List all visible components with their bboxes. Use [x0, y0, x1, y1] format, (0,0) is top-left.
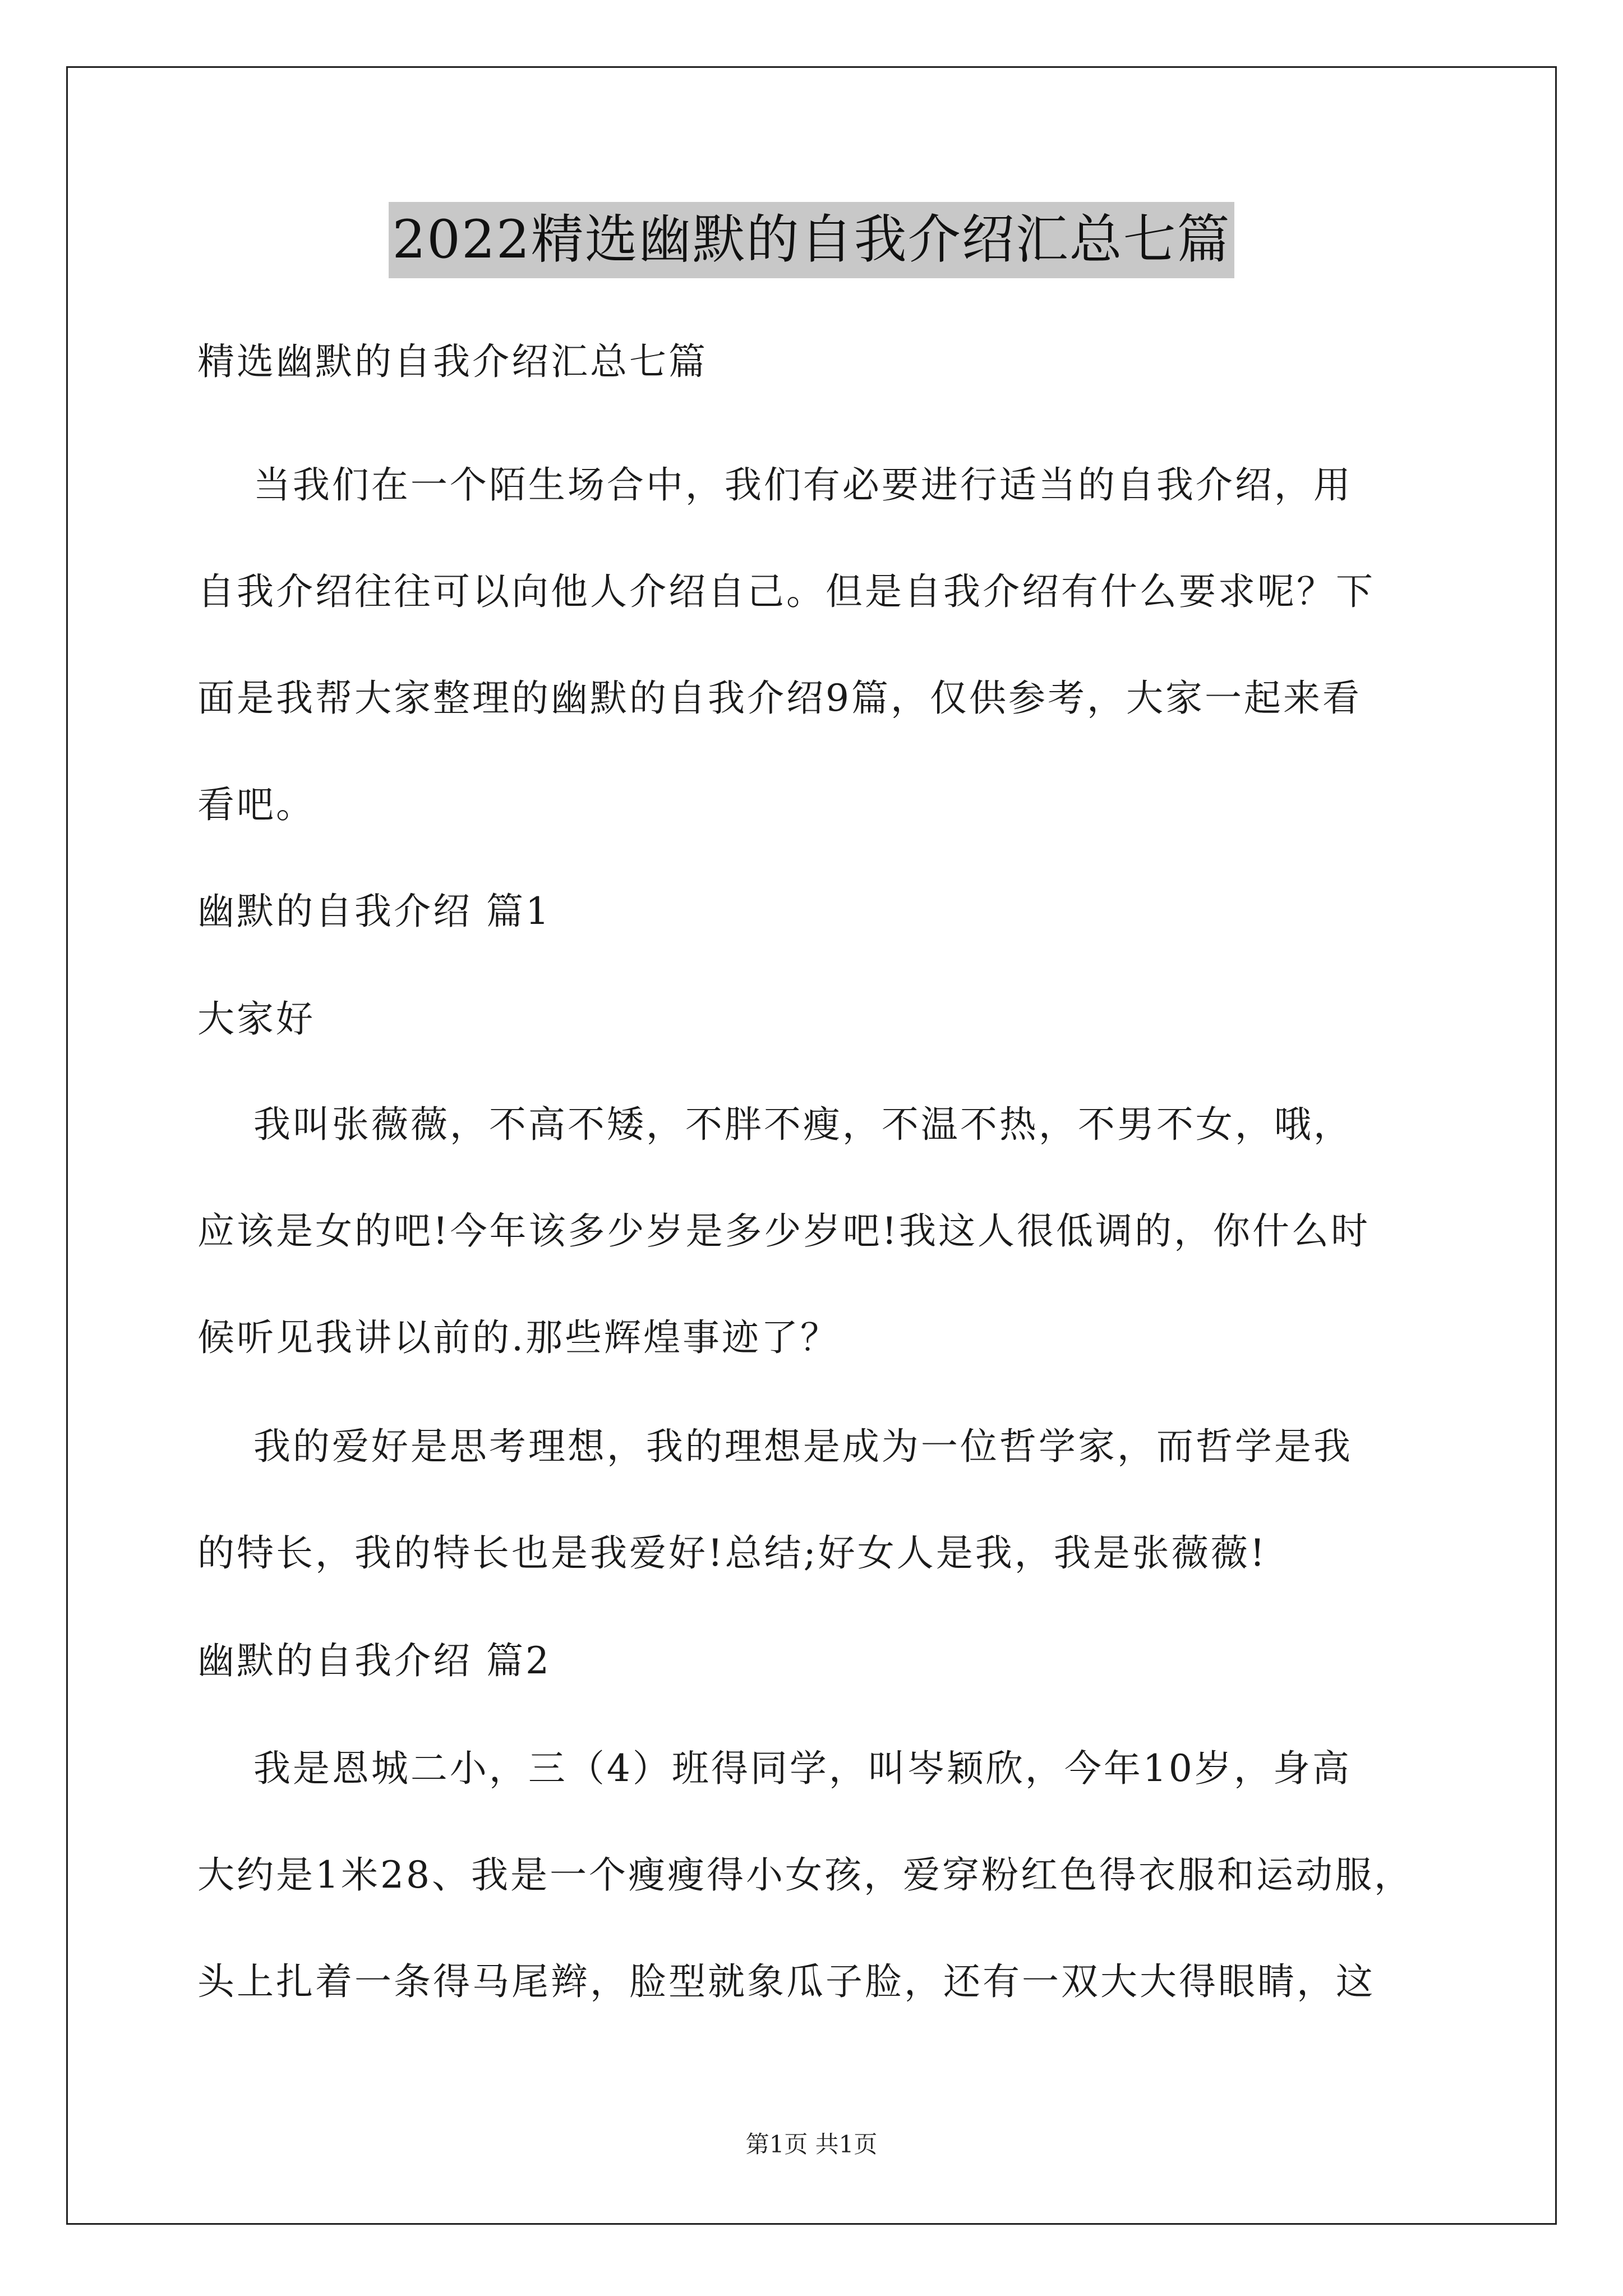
- page-footer: 第1页 共1页: [745, 2131, 878, 2158]
- document-title: 2022精选幽默的自我介绍汇总七篇: [389, 202, 1234, 278]
- title-container: [0, 202, 1623, 278]
- body-paragraph-1: 我叫张薇薇，不高不矮，不胖不瘦，不温不热，不男不女，哦， 应该是女的吧!今年该多少岁是多少岁吧!我这人很低调的，你什么时 候听见我讲以前的.那些辉煌事迹了？: [197, 1103, 1371, 1359]
- section-heading-2: 幽默的自我介绍 篇2: [197, 1639, 551, 1682]
- subtitle-paragraph: 精选幽默的自我介绍汇总七篇: [197, 340, 708, 383]
- body-paragraph-3: 我是恩城二小，三（4）班得同学，叫岑颖欣，今年10岁，身高 大约是1米28、我是一个瘦瘦得小女孩，爱穿粉红色得衣服和运动服， 头上扎着一条得马尾辫，脸型就象瓜子脸，还有一双大大得眼睛，这: [197, 1747, 1413, 2003]
- intro-paragraph: 当我们在一个陌生场合中，我们有必要进行适当的自我介绍，用 自我介绍往往可以向他人介绍自己。但是自我介绍有什么要求呢？下 面是我帮大家整理的幽默的自我介绍9篇，仅供参考，大家一起来看 看吧。: [197, 463, 1375, 826]
- section-heading-1: 幽默的自我介绍 篇1: [197, 890, 551, 933]
- body-paragraph-2: 我的爱好是思考理想，我的理想是成为一位哲学家，而哲学是我 的特长，我的特长也是我爱好!总结;好女人是我，我是张薇薇!: [197, 1425, 1353, 1575]
- greeting-paragraph: 大家好: [197, 997, 315, 1041]
